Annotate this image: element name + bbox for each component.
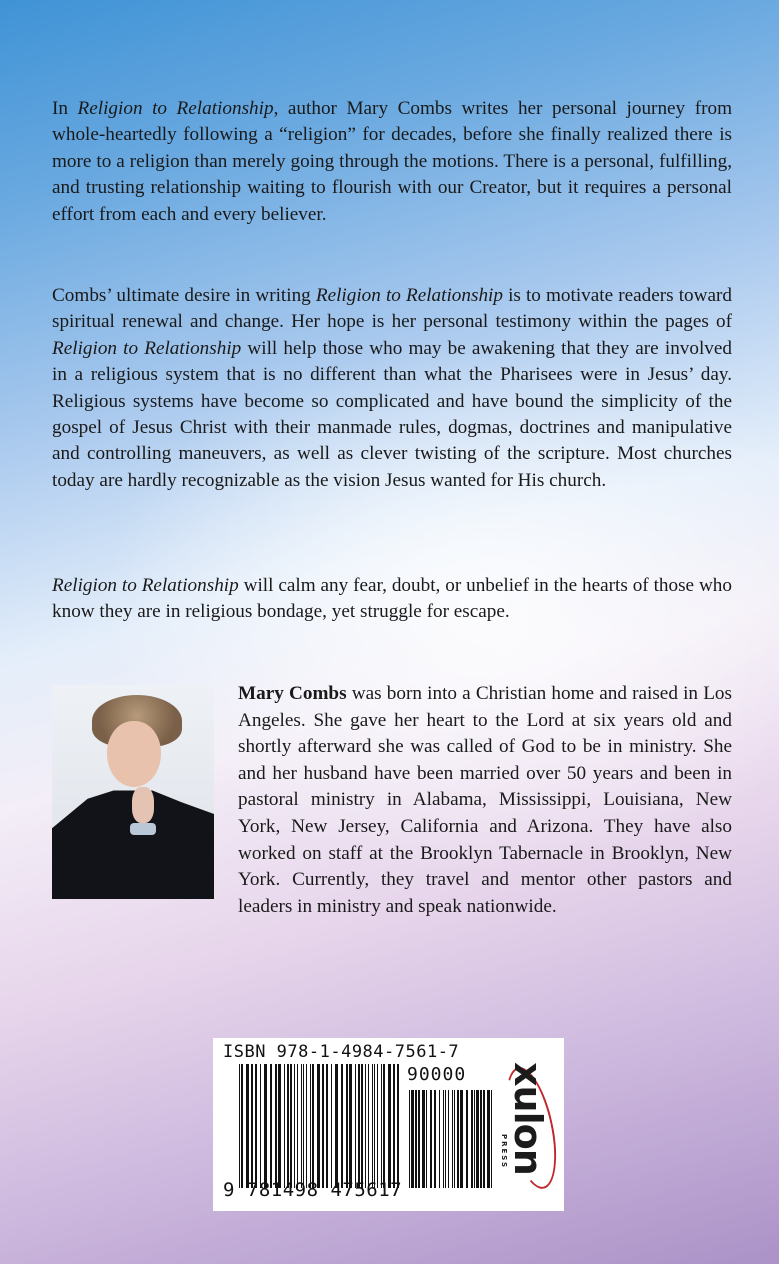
barcode-bar xyxy=(303,1064,304,1188)
barcode-bar xyxy=(322,1064,324,1188)
barcode-bar xyxy=(239,1064,240,1188)
barcode-bar xyxy=(411,1090,414,1188)
photo-hand xyxy=(132,787,154,823)
barcode-bar xyxy=(443,1090,444,1188)
barcode-bar xyxy=(466,1090,468,1188)
book-title-italic: Religion to Relationship xyxy=(52,575,239,596)
barcode-bar xyxy=(409,1090,410,1188)
price-code: 90000 xyxy=(407,1064,467,1085)
barcode-bar xyxy=(260,1064,261,1188)
barcode-bar xyxy=(452,1090,453,1188)
text: will help those who may be awakening that they are involved in a religious system that is no different than what the Pharisees were in Jesus’ day. Religious systems have become so complicated and have bound the simplicity of the gospel of Jesus Christ with their manmade rules, dogmas, doctrines and manipulative and controlling maneuvers, as well as clever twisting of the scripture. Most churches today are hardly recognizable as the vision Jesus wanted for His church. xyxy=(52,337,733,491)
barcode-bar xyxy=(349,1064,352,1188)
barcode-bar xyxy=(418,1090,420,1188)
barcode-bar xyxy=(326,1064,328,1188)
book-title-italic: Religion to Relationship xyxy=(52,337,242,359)
barcode-bar xyxy=(241,1064,243,1188)
barcode-bar xyxy=(301,1064,302,1188)
barcode-bar xyxy=(246,1064,249,1188)
barcode-bar xyxy=(310,1064,311,1188)
logo-text: xulon xyxy=(506,1062,550,1175)
text: , author Mary Combs writes her personal journey from whole-heartedly following a “religion” for decades, before she finally realized there is more to a religion than merely going through the motions. There is a personal, fulfilling, and trusting relationship waiting to flourish with our Creator, but it requires a personal effort from each and every believer. xyxy=(52,98,732,225)
isbn-barcode xyxy=(213,1038,564,1211)
ean-digits: 9 781498 475617 xyxy=(223,1179,403,1201)
photo-face xyxy=(107,721,161,787)
description-paragraph-3 xyxy=(52,573,732,626)
barcode-bar xyxy=(270,1064,272,1188)
barcode-bar xyxy=(422,1090,425,1188)
barcode-bar xyxy=(361,1064,363,1188)
barcode-bar xyxy=(278,1064,281,1188)
barcode-bar xyxy=(471,1090,473,1188)
book-title-italic: Religion to Relationship xyxy=(77,98,274,119)
barcode-bar xyxy=(491,1090,492,1188)
barcode-bar xyxy=(312,1064,314,1188)
barcode-bar xyxy=(331,1064,332,1188)
barcode-bar xyxy=(474,1090,475,1188)
barcode-bar xyxy=(383,1064,385,1188)
barcode-bar xyxy=(294,1064,295,1188)
barcode-bar xyxy=(397,1064,399,1188)
barcode-bar xyxy=(393,1064,395,1188)
barcode-bar xyxy=(388,1064,391,1188)
author-bio xyxy=(52,681,732,920)
barcode-bar xyxy=(306,1064,307,1188)
barcode-bar xyxy=(439,1090,440,1188)
barcode-bar xyxy=(448,1090,449,1188)
barcode-bar xyxy=(290,1064,292,1188)
barcode-bar xyxy=(426,1090,427,1188)
text: is to motivate readers toward spiritual renewal and change. Her hope is her personal testimony within the pages of xyxy=(52,285,732,333)
barcode-bar xyxy=(430,1090,432,1188)
barcode-bar xyxy=(487,1090,490,1188)
barcode-bar xyxy=(381,1064,382,1188)
barcode-bar xyxy=(355,1064,356,1188)
text: In xyxy=(52,98,78,119)
barcode-bar xyxy=(297,1064,298,1188)
barcode-bar xyxy=(287,1064,289,1188)
text: will calm any fear, doubt, or unbelief in the hearts of those who know they are in religious bondage, yet struggle for escape. xyxy=(52,575,732,623)
barcode-bar xyxy=(377,1064,378,1188)
barcode-bar xyxy=(368,1064,369,1188)
barcode-bar xyxy=(415,1090,417,1188)
barcode-bar xyxy=(372,1064,373,1188)
book-title-italic: Religion to Relationship xyxy=(315,285,503,306)
barcode-bar xyxy=(284,1064,285,1188)
text: Combs’ ultimate desire in writing xyxy=(52,285,316,306)
author-photo xyxy=(52,685,214,899)
barcode-bar xyxy=(460,1090,463,1188)
barcode-bar xyxy=(457,1090,459,1188)
barcode-bar xyxy=(480,1090,482,1188)
barcode-bar xyxy=(374,1064,375,1188)
bio-text: was born into a Christian home and raised in Los Angeles. She gave her heart to the Lord at six years old and shortly afterward she was called of God to be in ministry. She and her husband have been married over 50 years and been in pastoral ministry in Alabama, Mississippi, Louisiana, New York, New Jersey, California and Arizona. They have also worked on staff at the Brooklyn Tabernacle in Brooklyn, New York. Currently, they travel and mentor other pastors and leaders in ministry and speak nationwide. xyxy=(238,683,732,917)
barcode-bar xyxy=(275,1064,277,1188)
barcode-bar xyxy=(341,1064,343,1188)
barcode-bar xyxy=(434,1090,436,1188)
barcode-bar xyxy=(445,1090,446,1188)
barcode-bar xyxy=(483,1090,485,1188)
barcode-bar xyxy=(358,1064,360,1188)
barcode-bar xyxy=(251,1064,253,1188)
barcode-bar xyxy=(476,1090,479,1188)
photo-bracelet xyxy=(130,823,156,835)
author-name: Mary Combs xyxy=(238,683,347,704)
logo-subtext: PRESS xyxy=(500,1134,508,1170)
barcode-bar xyxy=(454,1090,455,1188)
barcode-bar xyxy=(255,1064,257,1188)
barcode-bar xyxy=(346,1064,348,1188)
barcode-bar xyxy=(264,1064,267,1188)
barcode-bar xyxy=(365,1064,366,1188)
isbn-label: ISBN 978-1-4984-7561-7 xyxy=(223,1042,460,1062)
publisher-logo xyxy=(500,1062,553,1190)
barcode-bar xyxy=(335,1064,338,1188)
description-paragraph-1 xyxy=(52,96,732,228)
description-paragraph-2 xyxy=(52,283,732,494)
barcode-bar xyxy=(317,1064,320,1188)
